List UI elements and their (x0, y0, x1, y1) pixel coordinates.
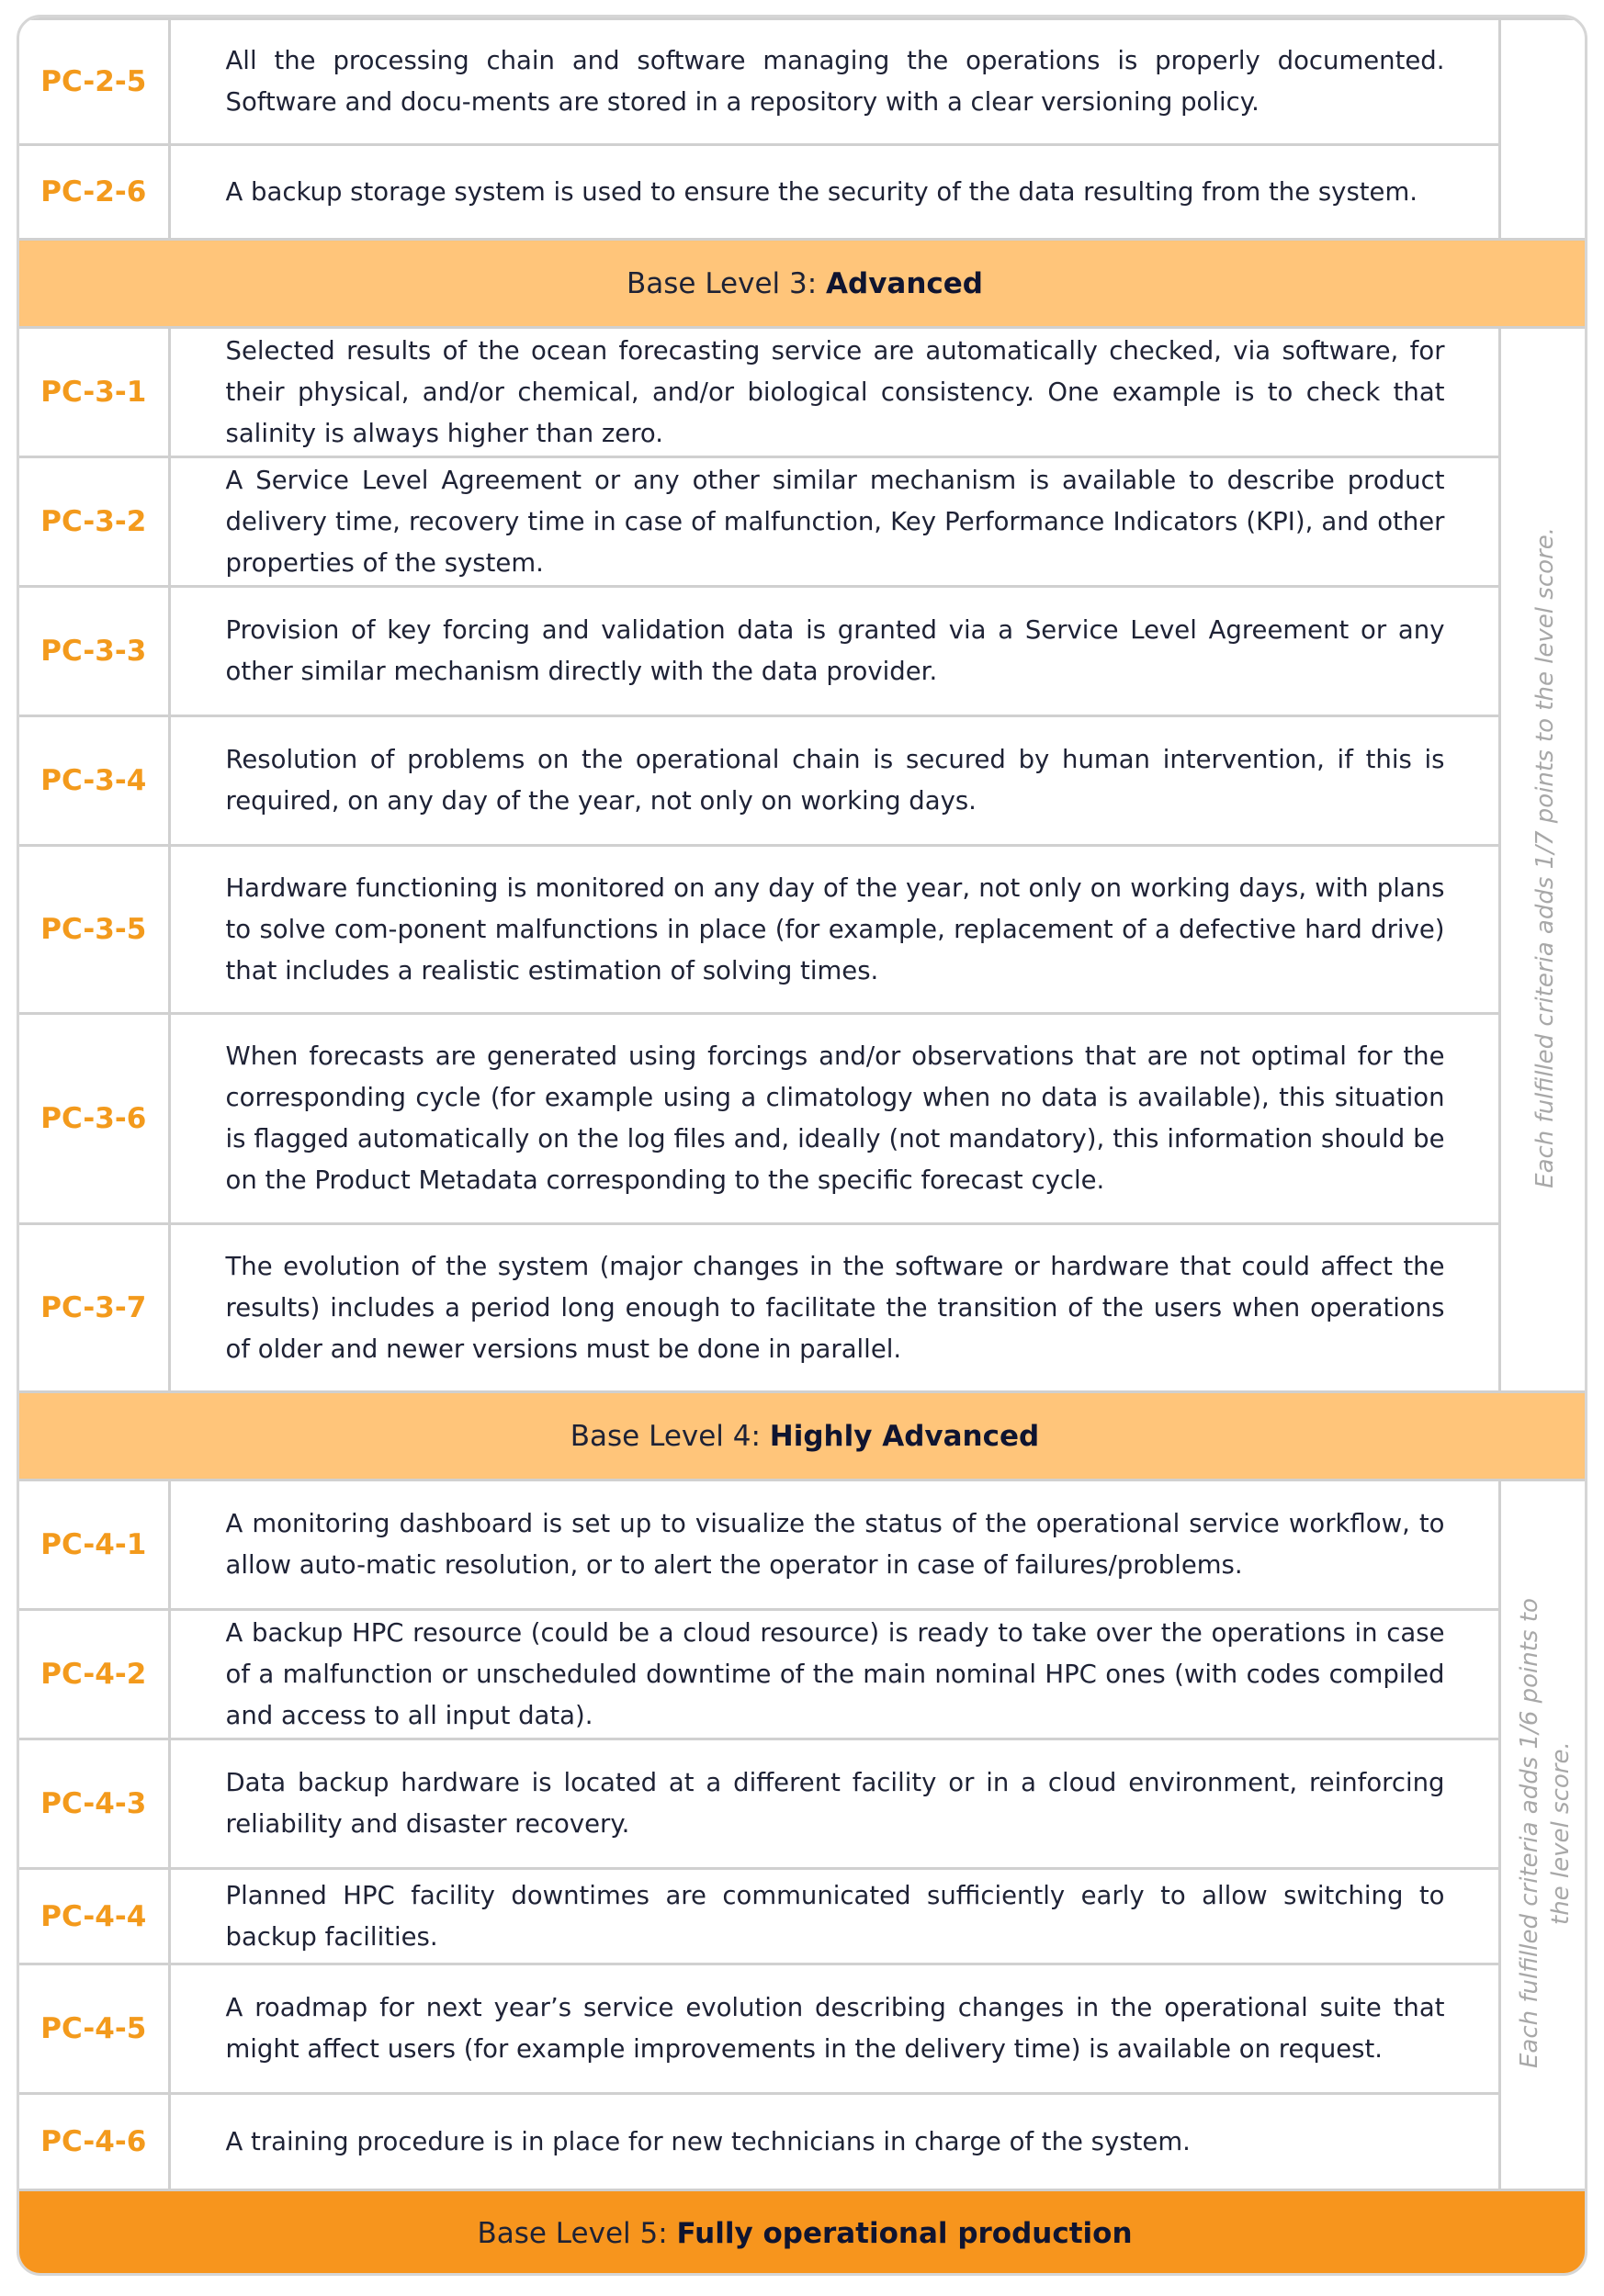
criterion-text: A monitoring dashboard is set up to visualize the status of the operational service workflow, to allow auto-matic resolution, or to alert the operator in case of failures/problems. (169, 1480, 1499, 1610)
table-row (19, 2094, 1587, 2190)
criterion-code: PC-3-1 (19, 328, 169, 457)
criterion-code: PC-4-6 (19, 2094, 169, 2190)
criterion-text: Hardware functioning is monitored on any day of the year, not only on working days, with plans to solve com-ponent malfunctions in place (for example, replacement of a defective hard drive) that includes a realistic estimation of solving times. (169, 846, 1499, 1014)
criterion-text: A Service Level Agreement or any other similar mechanism is available to describe product delivery time, recovery time in case of malfunction, Key Performance Indicators (KPI), and other properties of the system. (169, 457, 1499, 587)
level-3-header (19, 240, 1587, 328)
level-5-prefix: Base Level 5: (477, 2216, 677, 2250)
criterion-text: Selected results of the ocean forecasting service are automatically checked, via software, for their physical, and/or chemical, and/or biological consistency. One example is to check that salinity is always higher than zero. (169, 328, 1499, 457)
level-5-header (19, 2190, 1587, 2276)
table-row (19, 328, 1587, 457)
criteria-table (19, 17, 1587, 2276)
table-row (19, 1964, 1587, 2094)
level-4-note-text: Each fulfilled criteria adds 1/6 points to the level score. (1516, 1598, 1576, 2068)
criterion-code: PC-3-3 (19, 587, 169, 716)
level-4-prefix: Base Level 4: (570, 1419, 770, 1453)
table-row (19, 1610, 1587, 1739)
criterion-code: PC-3-5 (19, 846, 169, 1014)
criterion-code: PC-3-6 (19, 1014, 169, 1224)
criterion-text: A backup storage system is used to ensure the security of the data resulting from the system. (169, 145, 1499, 240)
level-4-score-note (1499, 1480, 1587, 2190)
criterion-text: Planned HPC facility downtimes are communicated sufficiently early to allow switching to backup facilities. (169, 1869, 1499, 1964)
table-row (19, 846, 1587, 1014)
table-row (19, 145, 1587, 240)
level-3-name: Advanced (826, 266, 984, 300)
level-3-note-text: Each fulfilled criteria adds 1/7 points to the level score. (1531, 527, 1560, 1188)
criterion-text: Resolution of problems on the operational chain is secured by human intervention, if this is required, on any day of the year, not only on working days. (169, 716, 1499, 846)
criterion-text: The evolution of the system (major changes in the software or hardware that could affect the results) includes a period long enough to facilitate the transition of the users when operations of older and newer versions must be done in parallel. (169, 1224, 1499, 1392)
table-row (19, 1480, 1587, 1610)
criterion-code: PC-3-7 (19, 1224, 169, 1392)
level-4-header (19, 1392, 1587, 1480)
criterion-code: PC-3-2 (19, 457, 169, 587)
side-cell (1499, 19, 1587, 240)
criterion-code: PC-4-1 (19, 1480, 169, 1610)
criterion-text: Provision of key forcing and validation data is granted via a Service Level Agreement or any other similar mechanism directly with the data provider. (169, 587, 1499, 716)
criterion-code: PC-4-3 (19, 1739, 169, 1869)
table-row (19, 1869, 1587, 1964)
table-row (19, 457, 1587, 587)
table-row (19, 1224, 1587, 1392)
table-row (19, 19, 1587, 145)
criterion-code: PC-2-5 (19, 19, 169, 145)
criterion-text: A training procedure is in place for new technicians in charge of the system. (169, 2094, 1499, 2190)
criterion-text: When forecasts are generated using forcings and/or observations that are not optimal for the corresponding cycle (for example using a climatology when no data is available), this situation is flagged automatically on the log files and, ideally (not mandatory), this information should be on the Product Metadata corresponding to the specific forecast cycle. (169, 1014, 1499, 1224)
level-4-name: Highly Advanced (769, 1419, 1040, 1453)
level-3-prefix: Base Level 3: (626, 266, 827, 300)
table-row (19, 587, 1587, 716)
criterion-text: A backup HPC resource (could be a cloud resource) is ready to take over the operations in case of a malfunction or unscheduled downtime of the main nominal HPC ones (with codes compiled and access to all input data). (169, 1610, 1499, 1739)
criteria-table-sheet (17, 15, 1587, 2276)
table-row (19, 1739, 1587, 1869)
criterion-code: PC-4-2 (19, 1610, 169, 1739)
table-row (19, 716, 1587, 846)
level-3-score-note (1499, 328, 1587, 1392)
criterion-code: PC-3-4 (19, 716, 169, 846)
criterion-text: All the processing chain and software managing the operations is properly documented. Software and docu-ments are stored in a repository with a clear versioning policy. (169, 19, 1499, 145)
criterion-text: A roadmap for next year’s service evolution describing changes in the operational suite that might affect users (for example improvements in the delivery time) is available on request. (169, 1964, 1499, 2094)
criterion-code: PC-2-6 (19, 145, 169, 240)
level-5-name: Fully operational production (676, 2216, 1133, 2250)
criterion-code: PC-4-4 (19, 1869, 169, 1964)
table-row (19, 1014, 1587, 1224)
criterion-code: PC-4-5 (19, 1964, 169, 2094)
criterion-text: Data backup hardware is located at a different facility or in a cloud environment, reinforcing reliability and disaster recovery. (169, 1739, 1499, 1869)
